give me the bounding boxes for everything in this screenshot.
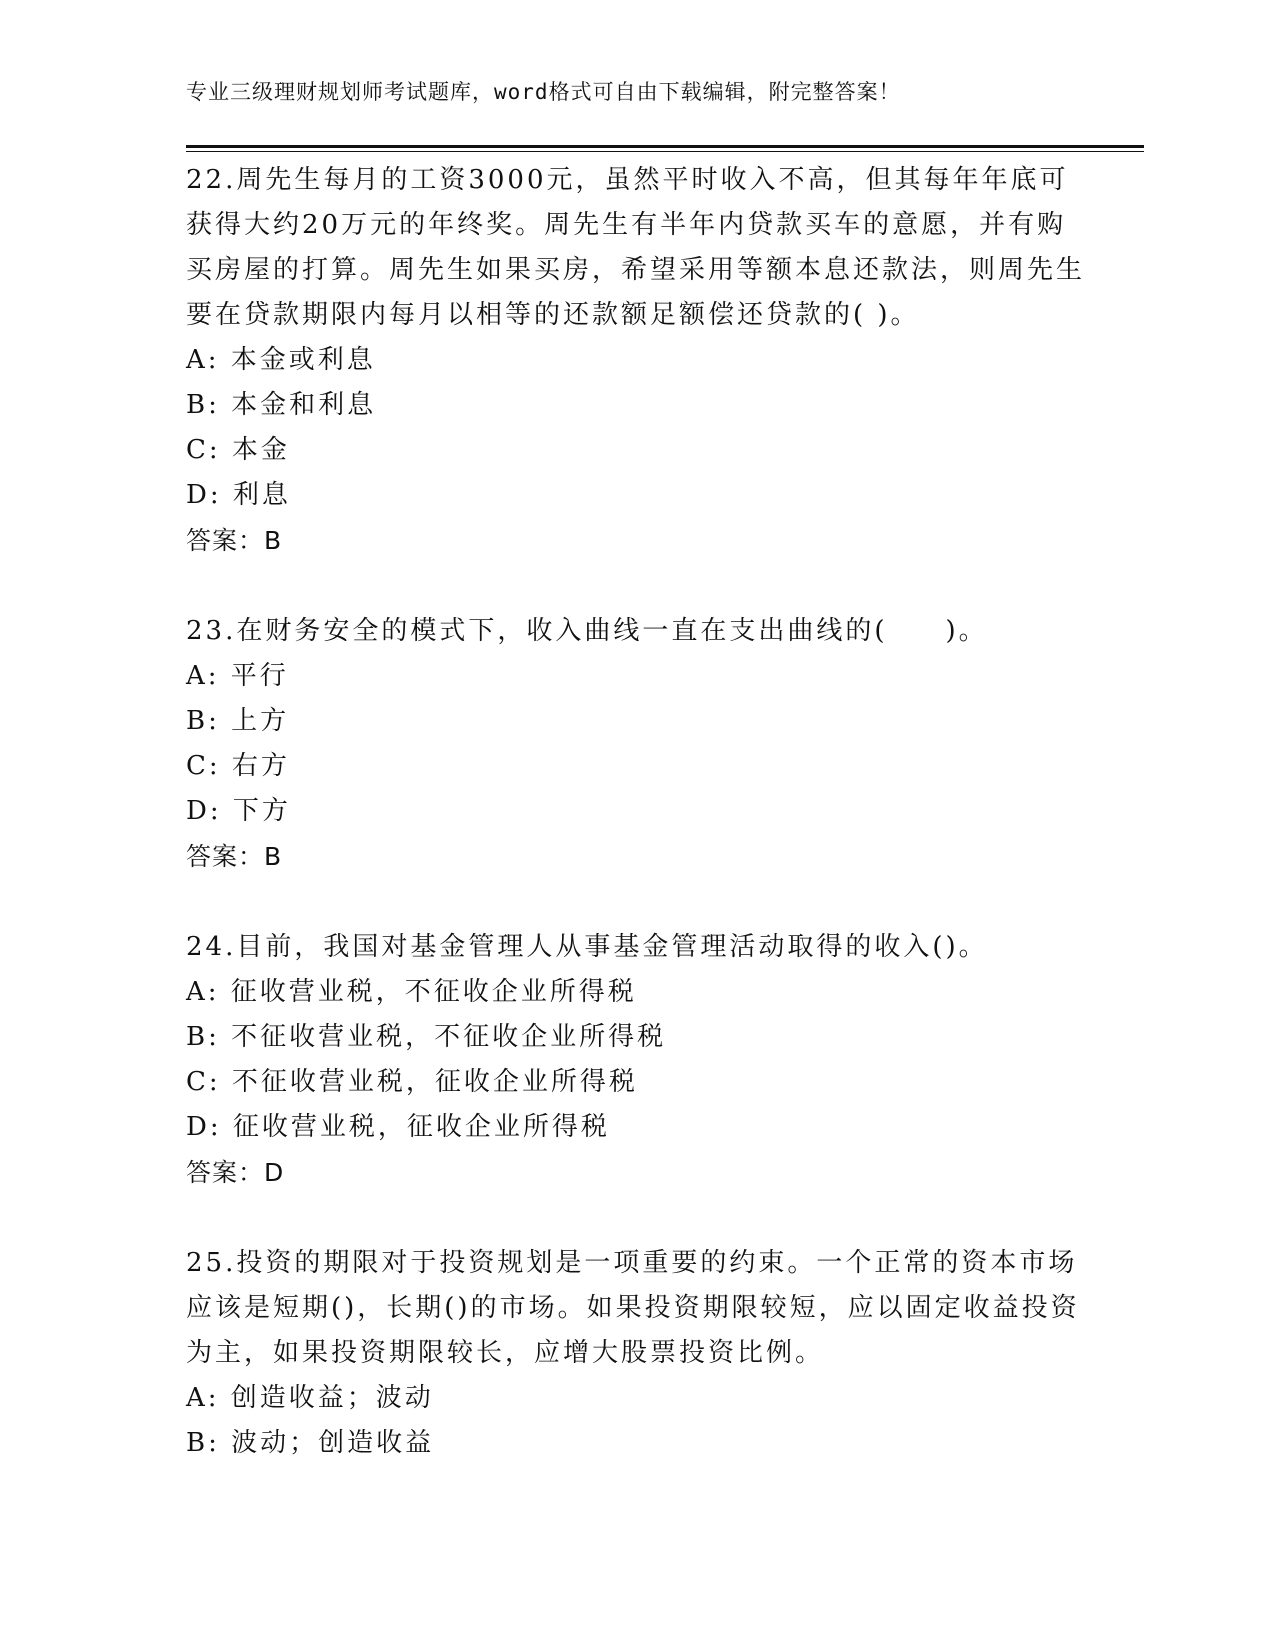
- question-text: 25.投资的期限对于投资规划是一项重要的约束。一个正常的资本市场应该是短期()，长期()的市场。如果投资期限较短，应以固定收益投资为主，如果投资期限较长，应增大股票投资比例。: [186, 1248, 1080, 1368]
- question-24: [186, 925, 1086, 1195]
- question-text: 23.在财务安全的模式下，收入曲线一直在支出曲线的( )。: [186, 616, 988, 646]
- question-text: 22.周先生每月的工资3000元，虽然平时收入不高，但其每年年底可获得大约20万元的年终奖。周先生有半年内贷款买车的意愿，并有购买房屋的打算。周先生如果买房，希望采用等额本息还款法，则周先生要在贷款期限内每月以相等的还款额足额偿还贷款的( )。: [186, 165, 1086, 330]
- option-d: D: 利息: [186, 480, 291, 510]
- question-22: [186, 158, 1086, 563]
- option-b: B: 本金和利息: [186, 390, 377, 420]
- option-a: A: 征收营业税，不征收企业所得税: [186, 977, 637, 1007]
- option-b: B: 波动；创造收益: [186, 1428, 435, 1458]
- option-b: B: 不征收营业税，不征收企业所得税: [186, 1022, 667, 1052]
- page-header: 专业三级理财规划师考试题库，word格式可自由下载编辑，附完整答案！: [186, 80, 901, 104]
- option-a: A: 平行: [186, 661, 289, 691]
- question-23: [186, 609, 1086, 879]
- question-list: [186, 158, 1086, 1512]
- answer: 答案：D: [186, 1158, 285, 1187]
- header-rule-thick: [186, 145, 1144, 148]
- answer: 答案：B: [186, 526, 283, 555]
- option-c: C: 右方: [186, 751, 290, 781]
- question-25: [186, 1241, 1086, 1466]
- option-c: C: 本金: [186, 435, 290, 465]
- question-text: 24.目前，我国对基金管理人从事基金管理活动取得的收入()。: [186, 932, 988, 962]
- option-c: C: 不征收营业税，征收企业所得税: [186, 1067, 638, 1097]
- option-d: D: 下方: [186, 796, 291, 826]
- option-a: A: 创造收益；波动: [186, 1383, 434, 1413]
- option-b: B: 上方: [186, 706, 290, 736]
- header-rule-thin: [186, 151, 1144, 152]
- answer: 答案：B: [186, 842, 283, 871]
- option-a: A: 本金或利息: [186, 345, 376, 375]
- option-d: D: 征收营业税，征收企业所得税: [186, 1112, 610, 1142]
